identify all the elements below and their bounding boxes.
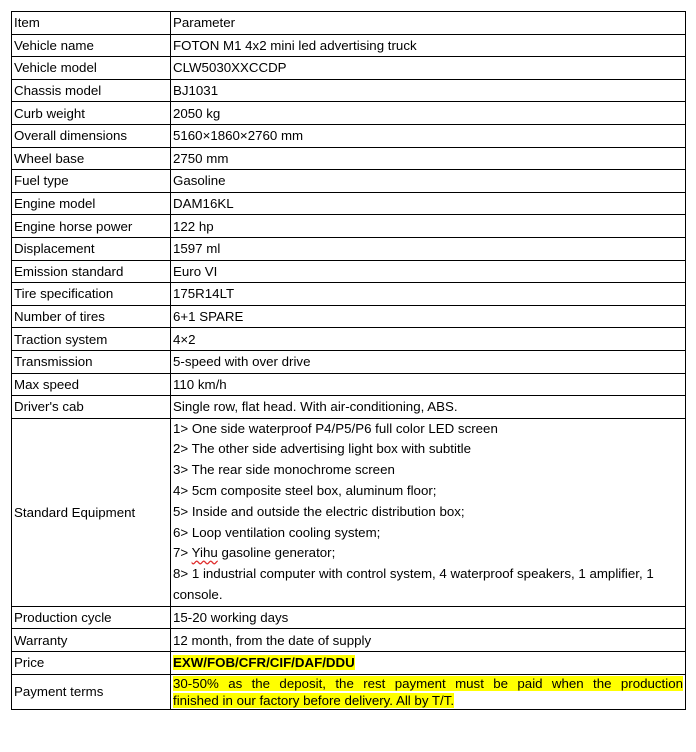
row-value: 6+1 SPARE bbox=[171, 305, 686, 328]
row-label: Max speed bbox=[12, 373, 171, 396]
table-row bbox=[12, 192, 686, 215]
standard-equipment-row bbox=[12, 418, 686, 606]
payment-value bbox=[171, 674, 686, 709]
row-value: 2750 mm bbox=[171, 147, 686, 170]
row-label: Warranty bbox=[12, 629, 171, 652]
price-label: Price bbox=[12, 652, 171, 675]
row-label: Chassis model bbox=[12, 79, 171, 102]
row-label: Curb weight bbox=[12, 102, 171, 125]
row-value: 15-20 working days bbox=[171, 606, 686, 629]
equipment-line: 3> The rear side monochrome screen bbox=[173, 462, 395, 478]
row-label: Vehicle model bbox=[12, 57, 171, 80]
row-value: CLW5030XXCCDP bbox=[171, 57, 686, 80]
row-label: Wheel base bbox=[12, 147, 171, 170]
row-label: Transmission bbox=[12, 350, 171, 373]
table-row bbox=[12, 79, 686, 102]
table-row bbox=[12, 396, 686, 419]
equipment-line-prefix: 7> bbox=[173, 545, 192, 561]
payment-row bbox=[12, 674, 686, 709]
equipment-line: 5> Inside and outside the electric distribution box; bbox=[173, 503, 465, 519]
row-value: 1597 ml bbox=[171, 237, 686, 260]
row-label: Production cycle bbox=[12, 606, 171, 629]
table-row bbox=[12, 57, 686, 80]
row-value: 5160×1860×2760 mm bbox=[171, 124, 686, 147]
payment-label: Payment terms bbox=[12, 674, 171, 709]
table-row bbox=[12, 350, 686, 373]
table-row bbox=[12, 124, 686, 147]
row-value: Single row, flat head. With air-conditioning, ABS. bbox=[171, 396, 686, 419]
header-parameter: Parameter bbox=[171, 12, 686, 35]
row-value: 4×2 bbox=[171, 328, 686, 351]
standard-equipment-list bbox=[171, 418, 686, 606]
row-label: Traction system bbox=[12, 328, 171, 351]
row-label: Overall dimensions bbox=[12, 124, 171, 147]
equipment-line: 1> One side waterproof P4/P5/P6 full color LED screen bbox=[173, 420, 498, 436]
table-row bbox=[12, 328, 686, 351]
spec-table-wrapper bbox=[11, 11, 686, 710]
equipment-line: 4> 5cm composite steel box, aluminum floor; bbox=[173, 483, 437, 499]
table-row bbox=[12, 215, 686, 238]
table-header-row bbox=[12, 12, 686, 35]
equipment-line: 8> 1 industrial computer with control system, 4 waterproof speakers, 1 amplifier, 1 bbox=[173, 566, 654, 582]
payment-line-1: 30-50% as the deposit, the rest payment must be paid when the production bbox=[173, 675, 683, 691]
payment-line-2: finished in our factory before delivery. All by T/T. bbox=[173, 692, 455, 708]
row-value: 175R14LT bbox=[171, 283, 686, 306]
spellcheck-word: Yihu bbox=[191, 545, 218, 561]
table-row bbox=[12, 373, 686, 396]
row-label: Emission standard bbox=[12, 260, 171, 283]
row-label: Fuel type bbox=[12, 170, 171, 193]
row-value: Gasoline bbox=[171, 170, 686, 193]
equipment-line: 6> Loop ventilation cooling system; bbox=[173, 524, 381, 540]
row-label: Vehicle name bbox=[12, 34, 171, 57]
spec-table bbox=[11, 11, 686, 710]
row-value: 110 km/h bbox=[171, 373, 686, 396]
table-row bbox=[12, 305, 686, 328]
price-value-cell bbox=[171, 652, 686, 675]
table-row bbox=[12, 34, 686, 57]
table-row bbox=[12, 629, 686, 652]
row-value: 2050 kg bbox=[171, 102, 686, 125]
table-row bbox=[12, 170, 686, 193]
standard-equipment-label: Standard Equipment bbox=[12, 418, 171, 606]
row-label: Number of tires bbox=[12, 305, 171, 328]
price-value: EXW/FOB/CFR/CIF/DAF/DDU bbox=[173, 655, 355, 671]
table-row bbox=[12, 260, 686, 283]
row-label: Driver's cab bbox=[12, 396, 171, 419]
row-label: Tire specification bbox=[12, 283, 171, 306]
table-row bbox=[12, 606, 686, 629]
table-row bbox=[12, 147, 686, 170]
row-label: Displacement bbox=[12, 237, 171, 260]
row-label: Engine model bbox=[12, 192, 171, 215]
header-item: Item bbox=[12, 12, 171, 35]
table-row bbox=[12, 283, 686, 306]
row-value: DAM16KL bbox=[171, 192, 686, 215]
price-row bbox=[12, 652, 686, 675]
row-value: 122 hp bbox=[171, 215, 686, 238]
equipment-line bbox=[173, 543, 683, 564]
row-value: 5-speed with over drive bbox=[171, 350, 686, 373]
table-row bbox=[12, 237, 686, 260]
table-row bbox=[12, 102, 686, 125]
equipment-line: console. bbox=[173, 587, 223, 603]
row-value: BJ1031 bbox=[171, 79, 686, 102]
row-label: Engine horse power bbox=[12, 215, 171, 238]
row-value: FOTON M1 4x2 mini led advertising truck bbox=[171, 34, 686, 57]
equipment-line: 2> The other side advertising light box with subtitle bbox=[173, 441, 471, 457]
row-value: 12 month, from the date of supply bbox=[171, 629, 686, 652]
equipment-line-suffix: gasoline generator; bbox=[217, 545, 336, 561]
row-value: Euro VI bbox=[171, 260, 686, 283]
